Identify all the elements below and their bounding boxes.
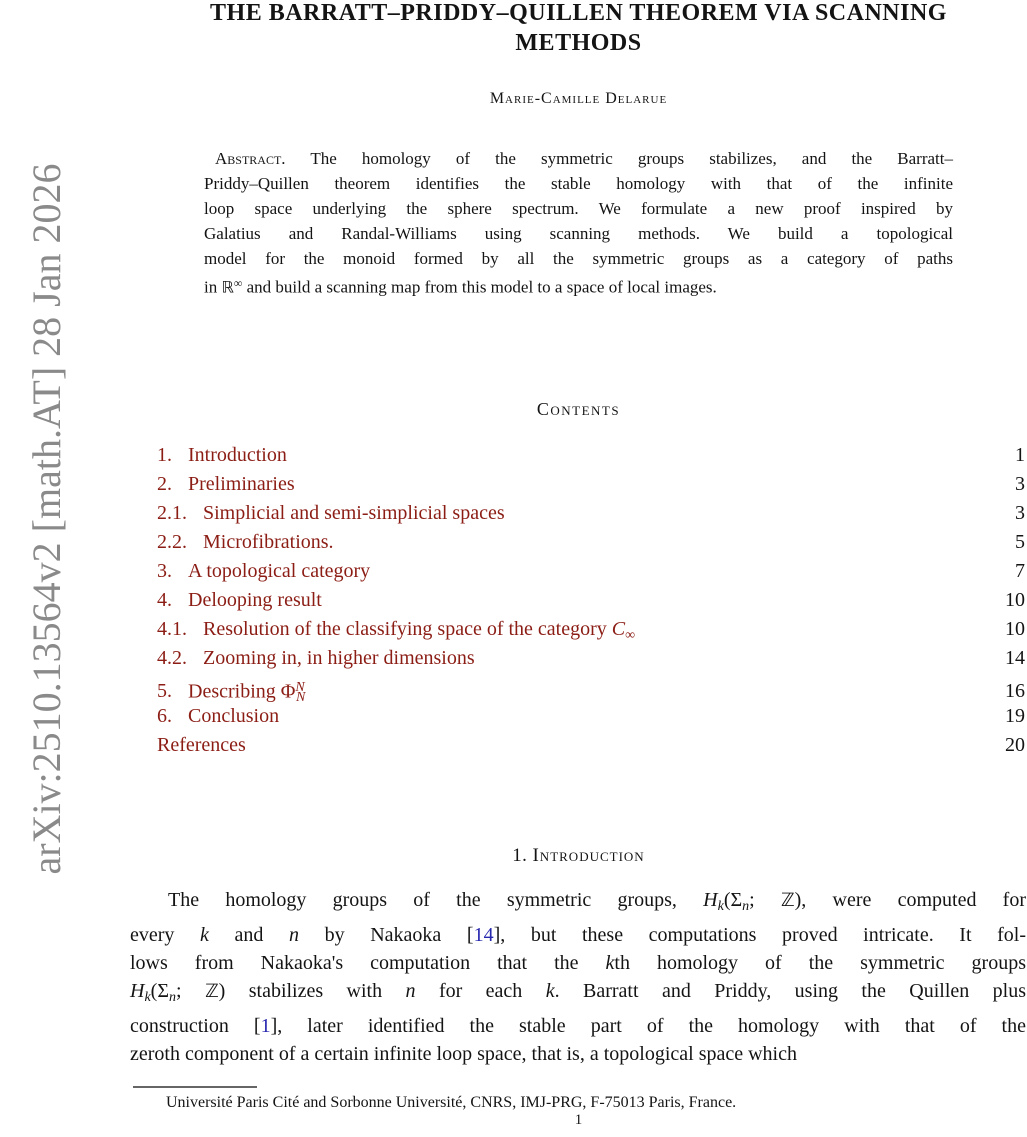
text-run: (Σ bbox=[150, 980, 169, 1003]
text-run: k bbox=[545, 980, 555, 1003]
text-run: Zooming in, in higher dimensions bbox=[203, 647, 475, 669]
toc-entry-number[interactable]: 2. bbox=[157, 473, 172, 495]
text-run: k bbox=[200, 924, 209, 947]
toc-entry bbox=[157, 586, 1025, 615]
toc-entry-page: 14 bbox=[1005, 647, 1025, 669]
text-run: by Nakaoka [ bbox=[299, 924, 474, 947]
contents-heading: Contents bbox=[536, 399, 621, 419]
toc-entry bbox=[157, 470, 1025, 499]
text-run: Conclusion bbox=[188, 705, 280, 727]
text-run: Microfibrations. bbox=[203, 531, 334, 553]
text-run: ) stabilizes with bbox=[218, 980, 406, 1003]
text-run: . Barratt and Priddy, using the Quillen plus bbox=[554, 980, 1027, 1003]
toc-entry-label[interactable] bbox=[188, 441, 287, 470]
text-run: The homology groups of the symmetric groups, bbox=[168, 889, 704, 911]
toc-entry-label[interactable] bbox=[188, 702, 279, 731]
text-run: Resolution of the classifying space of the category bbox=[203, 618, 612, 640]
toc-entry bbox=[157, 441, 1025, 470]
text-run: loop space underlying the sphere spectrum. We formulate a new proof inspired by bbox=[204, 199, 953, 218]
toc-entry-label[interactable] bbox=[188, 470, 295, 499]
toc-entry-number[interactable]: 2.1. bbox=[157, 502, 187, 524]
abstract-line bbox=[204, 196, 953, 221]
text-run: Introduction bbox=[532, 845, 645, 866]
toc-entry-page: 5 bbox=[1015, 531, 1025, 553]
text-run: N bbox=[295, 680, 305, 695]
toc-entry-page: 7 bbox=[1015, 560, 1025, 582]
abstract-line bbox=[204, 246, 953, 271]
citation-link[interactable]: 14 bbox=[473, 924, 494, 947]
text-run: ℤ bbox=[204, 981, 219, 1003]
text-run: n bbox=[742, 899, 750, 915]
text-run: n bbox=[168, 990, 176, 1006]
abstract-line bbox=[204, 171, 953, 196]
text-run: C bbox=[611, 618, 626, 640]
text-run: The homology of the symmetric groups stabilizes, and the Barratt– bbox=[285, 149, 953, 168]
abstract-line bbox=[204, 146, 953, 171]
author-name: Marie-Camille Delarue bbox=[489, 90, 668, 107]
text-run: every bbox=[130, 924, 201, 947]
toc-entry bbox=[157, 731, 1025, 760]
text-run: k bbox=[605, 952, 615, 975]
toc-entry-page: 10 bbox=[1005, 589, 1025, 611]
text-run: ), were computed for bbox=[794, 889, 1026, 911]
toc-entry-number[interactable]: 1. bbox=[157, 444, 172, 466]
text-run: Introduction bbox=[188, 444, 287, 466]
text-run: Abstract. bbox=[215, 149, 286, 168]
text-run: th homology of the symmetric groups bbox=[614, 952, 1026, 975]
text-run: Delooping result bbox=[188, 589, 322, 611]
body-line bbox=[130, 1012, 1026, 1040]
toc-entry-number[interactable]: 4.1. bbox=[157, 618, 187, 640]
text-run: n bbox=[289, 924, 300, 947]
toc-entry-number[interactable]: 4.2. bbox=[157, 647, 187, 669]
body-line bbox=[130, 1040, 1026, 1068]
toc-entry-page: 16 bbox=[1005, 680, 1025, 703]
text-run: lows from Nakaoka's computation that the bbox=[130, 952, 606, 975]
toc-entry bbox=[157, 673, 1025, 706]
text-run: ℝ bbox=[221, 277, 234, 297]
abstract-line bbox=[204, 271, 953, 299]
text-run: k bbox=[144, 990, 151, 1006]
text-run: 1. bbox=[512, 845, 533, 866]
toc-entry-page: 10 bbox=[1005, 618, 1025, 640]
text-run: Priddy–Quillen theorem identifies the stable homology with that of the infinite bbox=[204, 174, 953, 193]
abstract-line bbox=[204, 221, 953, 246]
toc-entry-label[interactable] bbox=[203, 499, 505, 528]
text-run: (Σ bbox=[723, 889, 743, 911]
text-run: and build a scanning map from this model to a space of local images. bbox=[242, 277, 717, 297]
toc-entry-number[interactable]: 3. bbox=[157, 560, 172, 582]
toc-entry bbox=[157, 499, 1025, 528]
text-run: model for the monoid formed by all the symmetric groups as a category of paths bbox=[204, 249, 953, 268]
arxiv-watermark: arXiv:2510.13564v2 [math.AT] 28 Jan 2026 bbox=[24, 163, 69, 875]
text-run: References bbox=[157, 734, 246, 756]
toc-entry-label[interactable] bbox=[188, 557, 370, 586]
body-line bbox=[130, 949, 1026, 977]
page-number: 1 bbox=[574, 1112, 583, 1128]
text-run: in bbox=[204, 277, 222, 297]
toc-entry-number[interactable]: 5. bbox=[157, 680, 172, 703]
text-run: Preliminaries bbox=[188, 473, 295, 495]
table-of-contents bbox=[157, 441, 1025, 760]
citation-link[interactable]: 1 bbox=[260, 1015, 271, 1038]
section-heading bbox=[130, 845, 1027, 867]
toc-entry-page: 19 bbox=[1005, 705, 1025, 727]
text-run: zeroth component of a certain infinite loop space, that is, a topological space which bbox=[130, 1043, 797, 1066]
body-line bbox=[130, 977, 1026, 1012]
toc-entry-number[interactable]: 6. bbox=[157, 705, 172, 727]
title-line-1: THE BARRATT–PRIDDY–QUILLEN THEOREM VIA SCANNING bbox=[210, 0, 947, 26]
text-run: k bbox=[717, 899, 724, 915]
title-line-2: METHODS bbox=[515, 30, 642, 56]
text-run: Simplicial and semi-simplicial spaces bbox=[203, 502, 505, 524]
toc-entry-page: 3 bbox=[1015, 502, 1025, 524]
footnote-rule bbox=[133, 1086, 257, 1088]
text-run: H bbox=[703, 889, 718, 911]
toc-entry-label[interactable] bbox=[188, 586, 322, 615]
body-line bbox=[130, 886, 1026, 921]
abstract-block bbox=[204, 146, 953, 299]
toc-entry bbox=[157, 615, 1025, 644]
text-run: construction [ bbox=[130, 1015, 261, 1038]
toc-entry-label[interactable] bbox=[203, 644, 475, 673]
text-run: Galatius and Randal-Williams using scanning methods. We build a topological bbox=[204, 224, 953, 243]
toc-entry-page: 3 bbox=[1015, 473, 1025, 495]
toc-entry-number[interactable]: 4. bbox=[157, 589, 172, 611]
intro-paragraph bbox=[130, 886, 1026, 1068]
text-run: ], but these computations proved intricate. It fol- bbox=[493, 924, 1027, 947]
text-run: ∞ bbox=[233, 276, 243, 290]
paper-title bbox=[130, 0, 1027, 58]
toc-entry-label[interactable] bbox=[157, 731, 246, 760]
text-run: ℤ bbox=[780, 890, 795, 911]
footnote-affiliation: Université Paris Cité and Sorbonne Université, CNRS, IMJ-PRG, F-75013 Paris, France. bbox=[166, 1094, 737, 1111]
toc-entry-number[interactable]: 2.2. bbox=[157, 531, 187, 553]
text-run: H bbox=[130, 980, 145, 1003]
text-run: ∞ bbox=[625, 628, 636, 644]
text-run: ; bbox=[175, 980, 205, 1003]
toc-entry bbox=[157, 557, 1025, 586]
text-run: ], later identified the stable part of the homology with that of the bbox=[270, 1015, 1026, 1038]
toc-entry-page: 1 bbox=[1015, 444, 1025, 466]
text-run: Describing Φ bbox=[188, 680, 296, 703]
toc-entry-page: 20 bbox=[1005, 734, 1025, 756]
text-run: ; bbox=[749, 889, 781, 911]
toc-entry-label[interactable] bbox=[203, 528, 334, 557]
text-run: and bbox=[208, 924, 290, 947]
body-line bbox=[130, 921, 1026, 949]
text-run: n bbox=[405, 980, 416, 1003]
text-run: A topological category bbox=[188, 560, 371, 582]
text-run: for each bbox=[415, 980, 546, 1003]
toc-entry bbox=[157, 528, 1025, 557]
text-run: N bbox=[296, 690, 306, 706]
